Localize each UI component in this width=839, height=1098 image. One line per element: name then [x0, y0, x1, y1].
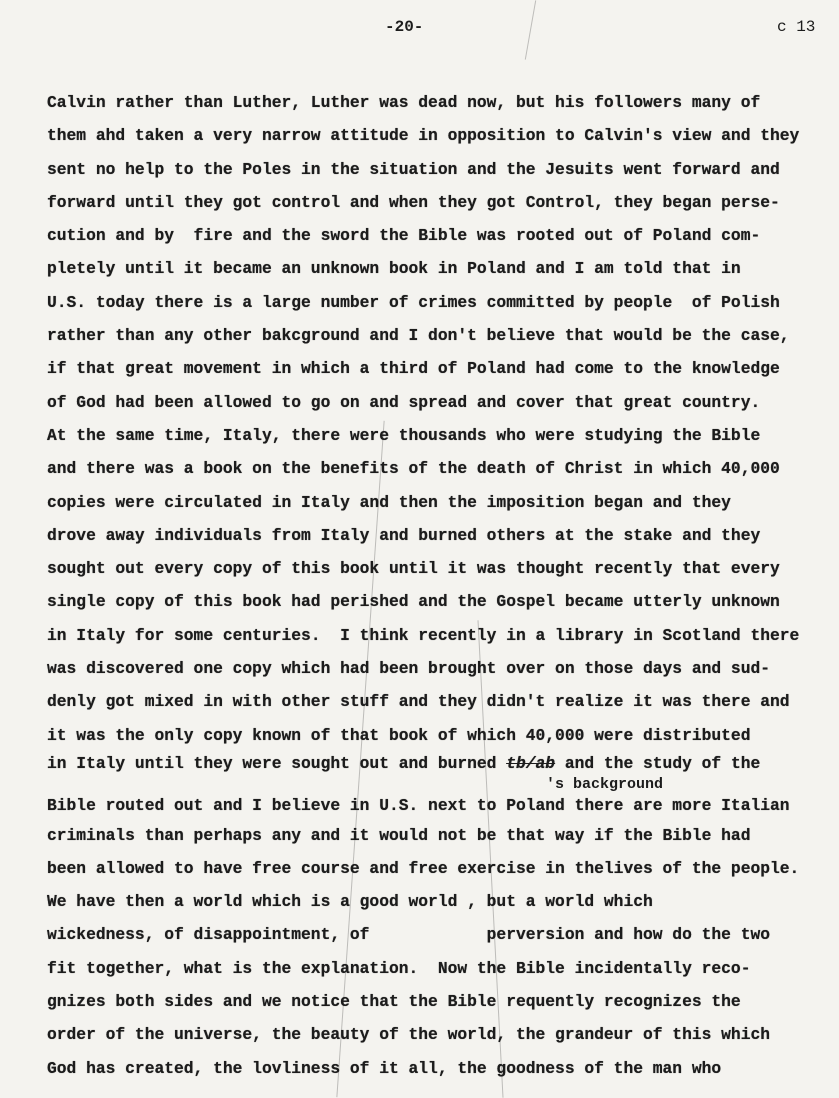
- line-text-tail: and the study of the: [555, 753, 761, 773]
- line-text: copies were circulated in Italy and then the imposition began and they: [47, 492, 731, 512]
- line-text: rather than any other bakcground and I don't believe that would be the case,: [47, 326, 790, 346]
- page-number: -20-: [385, 18, 424, 36]
- line-text: and there was a book on the benefits of the death of Christ in which 40,000: [47, 459, 780, 479]
- paper-crease: [525, 0, 536, 59]
- text-line: [47, 252, 837, 285]
- text-line: [47, 286, 837, 319]
- line-text: was discovered one copy which had been brought over on those days and sud-: [47, 659, 771, 679]
- text-line: [47, 1052, 837, 1085]
- line-text: sent no help to the Poles in the situation and the Jesuits went forward and: [47, 159, 780, 179]
- text-line: [47, 652, 837, 685]
- text-line: [47, 486, 837, 519]
- line-text: cution and by fire and the sword the Bible was rooted out of Poland com-: [47, 226, 761, 246]
- text-line: [47, 819, 837, 852]
- struck-text: tb/ab: [506, 753, 556, 773]
- line-text: wickedness, of disappointment, of perversion and how do the two: [47, 925, 771, 945]
- text-line: [47, 319, 837, 352]
- text-line: [47, 585, 837, 618]
- line-text: pletely until it became an unknown book in Poland and I am told that in: [47, 259, 741, 279]
- text-line: [47, 419, 837, 452]
- line-text: drove away individuals from Italy and burned others at the stake and they: [47, 525, 761, 545]
- text-line: [47, 985, 837, 1018]
- text-line: [47, 1018, 837, 1051]
- text-line: [47, 452, 837, 485]
- line-text: At the same time, Italy, there were thousands who were studying the Bible: [47, 425, 761, 445]
- text-line: [47, 952, 837, 985]
- line-text: order of the universe, the beauty of the world, the grandeur of this which: [47, 1025, 771, 1045]
- line-text: in Italy until they were sought out and burned: [47, 753, 497, 773]
- text-line: [47, 794, 837, 819]
- text-line: [47, 752, 837, 776]
- line-text: gnizes both sides and we notice that the Bible requently recognizes the: [47, 992, 741, 1012]
- text-line: [47, 918, 837, 951]
- line-text: been allowed to have free course and free exercise in thelives of the people.: [47, 858, 800, 878]
- text-line: [47, 519, 837, 552]
- text-line: [47, 852, 837, 885]
- line-text: of God had been allowed to go on and spread and cover that great country.: [47, 392, 761, 412]
- text-line: [47, 186, 837, 219]
- text-line: [47, 885, 837, 918]
- text-line: [47, 219, 837, 252]
- handwritten-insertion: 's background: [546, 775, 664, 793]
- line-text: if that great movement in which a third of Poland had come to the knowledge: [47, 359, 780, 379]
- line-text: God has created, the lovliness of it all, the goodness of the man who: [47, 1058, 722, 1078]
- typed-text-body: [47, 86, 837, 1085]
- line-text: them ahd taken a very narrow attitude in opposition to Calvin's view and they: [47, 126, 800, 146]
- text-line: [47, 352, 837, 385]
- line-text: sought out every copy of this book until it was thought recently that every: [47, 559, 780, 579]
- line-text: it was the only copy known of that book of which 40,000 were distributed: [47, 725, 751, 745]
- line-text: denly got mixed in with other stuff and they didn't realize it was there and: [47, 692, 790, 712]
- line-text: criminals than perhaps any and it would not be that way if the Bible had: [47, 825, 751, 845]
- line-text: Bible routed out and I believe in U.S. next to Poland there are more Italian: [47, 795, 790, 815]
- text-line: [47, 619, 837, 652]
- text-line: [47, 685, 837, 718]
- text-line: [47, 153, 837, 186]
- text-line: [47, 552, 837, 585]
- page-code: c 13: [777, 18, 816, 36]
- line-text: Calvin rather than Luther, Luther was dead now, but his followers many of: [47, 93, 761, 112]
- line-text: fit together, what is the explanation. Now the Bible incidentally reco-: [47, 958, 751, 978]
- text-line: [47, 719, 837, 752]
- line-text: forward until they got control and when they got Control, they began perse-: [47, 192, 780, 212]
- line-text: single copy of this book had perished and the Gospel became utterly unknown: [47, 592, 780, 612]
- text-line: [47, 119, 837, 152]
- text-line: [47, 86, 837, 119]
- line-text: in Italy for some centuries. I think recently in a library in Scotland there: [47, 625, 800, 645]
- text-line: [47, 386, 837, 419]
- line-text: We have then a world which is a good world , but a world which: [47, 892, 653, 912]
- line-text: U.S. today there is a large number of crimes committed by people of Polish: [47, 292, 780, 312]
